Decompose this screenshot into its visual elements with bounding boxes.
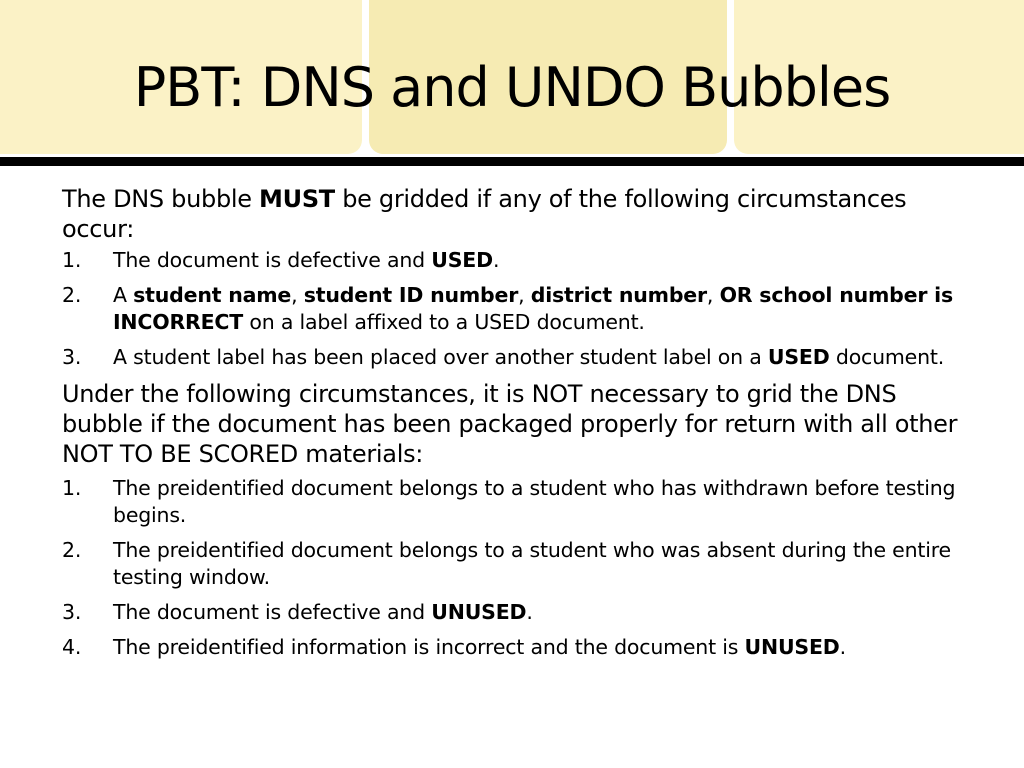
list-item: 1. The document is defective and USED. bbox=[62, 248, 500, 272]
list-number: 1. bbox=[62, 476, 82, 500]
list-number: 1. bbox=[62, 248, 82, 272]
list-number: 2. bbox=[62, 283, 82, 307]
section1-intro: The DNS bubble MUST be gridded if any of the following circumstances occur: bbox=[62, 185, 907, 243]
list-item: 3. The document is defective and UNUSED. bbox=[62, 600, 533, 624]
slide-title: PBT: DNS and UNDO Bubbles bbox=[133, 56, 891, 119]
title-banner bbox=[0, 0, 1024, 156]
list-item: 1. The preidentified document belongs to a student who has withdrawn before testing begins. bbox=[62, 476, 956, 527]
list-item: 3. A student label has been placed over another student label on a USED document. bbox=[62, 345, 945, 369]
list-item: 2. A student name, student ID number, district number, OR school number is INCORRECT on a label affixed to a USED document. bbox=[62, 283, 953, 334]
list-number: 3. bbox=[62, 600, 82, 624]
section1-list bbox=[62, 247, 972, 371]
list-number: 3. bbox=[62, 345, 82, 369]
slide-body bbox=[62, 184, 972, 669]
list-number: 4. bbox=[62, 635, 82, 659]
section2-list bbox=[62, 475, 972, 661]
list-number: 2. bbox=[62, 538, 82, 562]
list-item: 4. The preidentified information is incorrect and the document is UNUSED. bbox=[62, 635, 846, 659]
section2-intro: Under the following circumstances, it is NOT necessary to grid the DNS bubble if the document has been packaged properly for return with all other NOT TO BE SCORED materials: bbox=[62, 380, 958, 468]
list-item: 2. The preidentified document belongs to a student who was absent during the entire testing window. bbox=[62, 538, 951, 589]
title-divider bbox=[0, 157, 1024, 166]
